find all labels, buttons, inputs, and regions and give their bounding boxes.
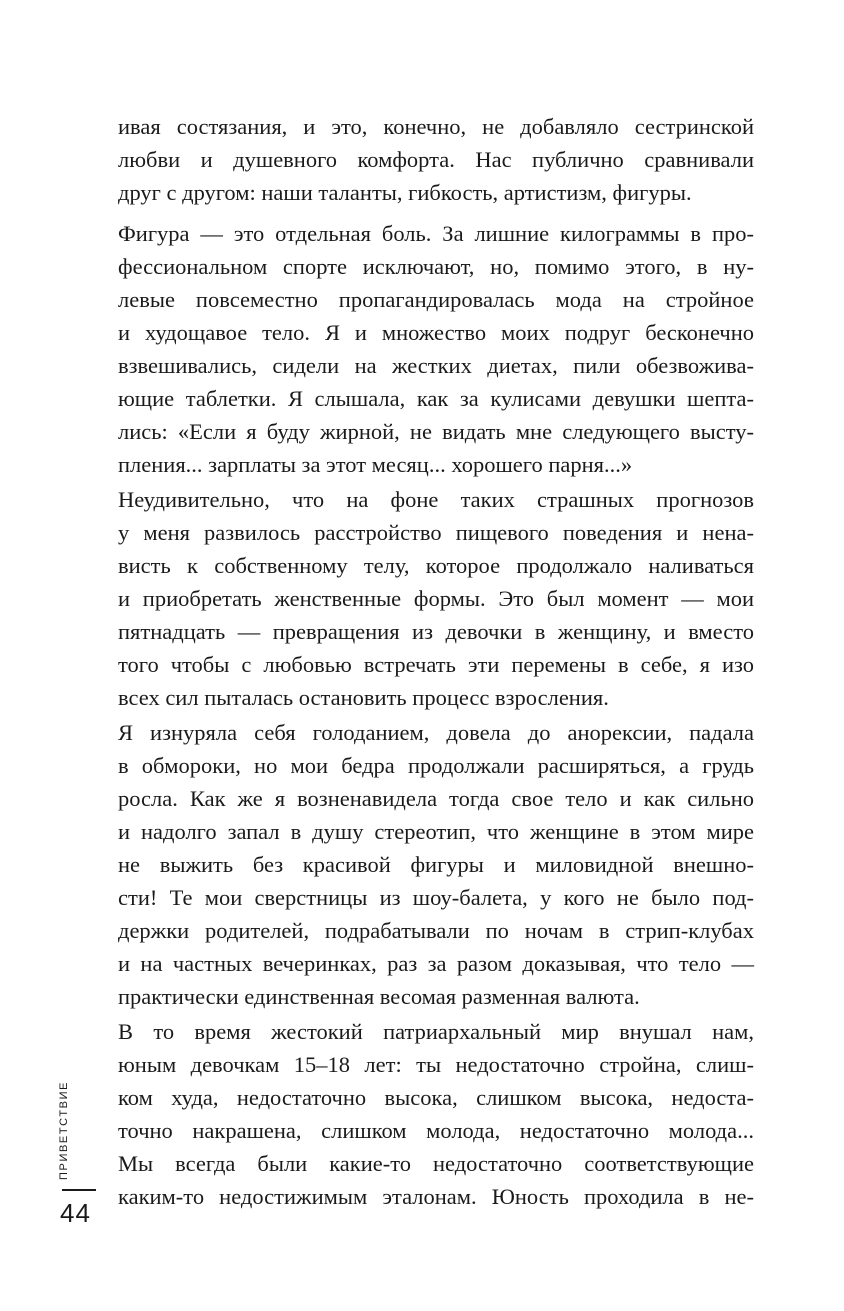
text-line: держки родителей, подрабатывали по ночам в стрип-клубах	[118, 918, 754, 943]
text-line: В то время жестокий патриархальный мир внушал нам,	[118, 1019, 754, 1044]
text-line: висть к собственному телу, которое продолжало наливаться	[118, 553, 754, 578]
text-line: Фигура — это отдельная боль. За лишние килограммы в про-	[118, 221, 754, 246]
text-line: левые повсеместно пропагандировалась мода на стройное	[118, 287, 754, 312]
text-line: практически единственная весомая разменная валюта.	[118, 984, 640, 1009]
text-line: всех сил пыталась остановить процесс взросления.	[118, 685, 609, 710]
text-line: и худощавое тело. Я и множество моих подруг бесконечно	[118, 320, 754, 345]
text-line: взвешивались, сидели на жестких диетах, пили обезвожива-	[118, 353, 754, 378]
text-line: ивая состязания, и это, конечно, не добавляло сестринской	[118, 114, 754, 139]
text-line: не выжить без красивой фигуры и миловидной внешно-	[118, 852, 754, 877]
text-line: пления... зарплаты за этот месяц... хорошего парня...»	[118, 452, 633, 477]
text-line: юным девочкам 15–18 лет: ты недостаточно стройна, слиш-	[118, 1052, 754, 1077]
text-line: ком худа, недостаточно высока, слишком высока, недоста-	[118, 1085, 754, 1110]
text-line: фессиональном спорте исключают, но, помимо этого, в ну-	[118, 254, 754, 279]
page-number: 44	[60, 1198, 91, 1228]
text-line: лись: «Если я буду жирной, не видать мне следующего высту-	[118, 419, 754, 444]
text-line: росла. Как же я возненавидела тогда свое тело и как сильно	[118, 786, 754, 811]
section-label: ПРИВЕТСТВИЕ	[58, 1080, 70, 1180]
text-line: пятнадцать — превращения из девочки в женщину, и вместо	[118, 619, 754, 644]
text-line: Неудивительно, что на фоне таких страшных прогнозов	[118, 487, 754, 512]
text-line: и надолго запал в душу стереотип, что женщине в этом мире	[118, 819, 754, 844]
text-line: Я изнуряла себя голоданием, довела до анорексии, падала	[118, 720, 754, 745]
text-line: ющие таблетки. Я слышала, как за кулисами девушки шепта-	[118, 386, 754, 411]
text-line: сти! Те мои сверстницы из шоу-балета, у кого не было под-	[118, 885, 754, 910]
text-line: и приобретать женственные формы. Это был момент — мои	[118, 586, 754, 611]
text-line: каким-то недостижимым эталонам. Юность проходила в не-	[118, 1184, 754, 1209]
text-line: того чтобы с любовью встречать эти перемены в себе, я изо	[118, 652, 754, 677]
text-line: друг с другом: наши таланты, гибкость, артистизм, фигуры.	[118, 180, 692, 205]
text-line: у меня развилось расстройство пищевого поведения и нена-	[118, 520, 754, 545]
text-line: любви и душевного комфорта. Нас публично сравнивали	[118, 147, 754, 172]
text-line: точно накрашена, слишком молода, недостаточно молода...	[118, 1118, 754, 1143]
text-line: Мы всегда были какие-то недостаточно соответствующие	[118, 1151, 754, 1176]
text-line: в обмороки, но мои бедра продолжали расширяться, а грудь	[118, 753, 754, 778]
text-line: и на частных вечеринках, раз за разом доказывая, что тело —	[118, 951, 754, 976]
divider	[62, 1189, 96, 1191]
